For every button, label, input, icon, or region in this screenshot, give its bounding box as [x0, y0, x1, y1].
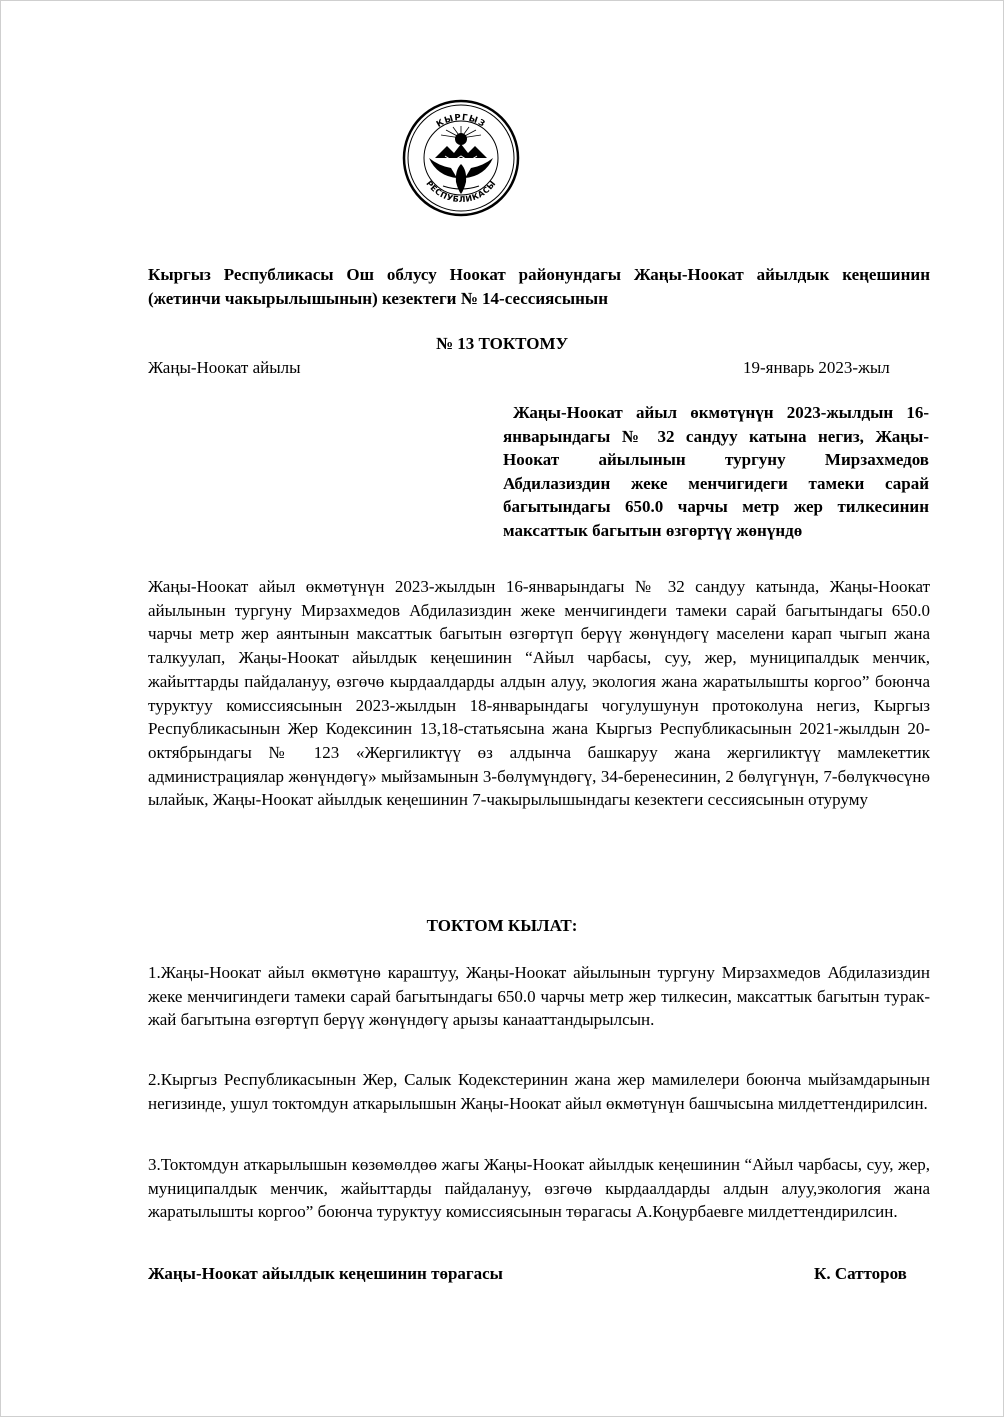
- decree-number: № 13 ТОКТОМУ: [435, 334, 569, 353]
- resolution-item-3: 3.Токтомдун аткарылышын көзөмөлдөө жагы Жаңы-Ноокат айылдык кеңешинин “Айыл чарбасы, суу, жер, муниципалдык менчик, жайыттарды пайдалануу, өзгөчө кырдаалдарды алдын алуу,экология жана жаратылышты коргоо” боюнча туруктуу комиссиясынын төрагасы А.Коңурбаевге милдеттендирилсин.: [148, 1155, 930, 1221]
- document-header: Кыргыз Республикасы Ош облусу Ноокат районундагы Жаңы-Ноокат айылдык кеңешинин (жетинчи чакырылышынын) кезектеги № 14-сессиясынын: [148, 265, 930, 308]
- svg-text:КЫРГЫЗ: КЫРГЫЗ: [434, 112, 488, 130]
- decree-subject-text: Жаңы-Ноокат айыл өкмөтүнүн 2023-жылдын 16-январындагы № 32 сандуу катына негиз, Жаңы-Ноокат айылынын тургуну Мирзахмедов Абдилазиздин жеке менчигидеги тамеки сарай багытындагы 650.0 чарчы метр жер тилкесинин максаттык багытын өзгөртүү жөнүндө: [503, 403, 929, 540]
- decree-preamble: Жаңы-Ноокат айыл өкмөтүнүн 2023-жылдын 16-январындагы № 32 сандуу катында, Жаңы-Ноокат айылынын тургуну Мирзахмедов Абдилазиздин жеке менчигиндеги тамеки сарай багытындагы 650.0 чарчы метр жер аянтынын максаттык багытын өзгөртүп берүү жөнүндөгү маселени карап чыгып жана талкуулап, Жаңы-Ноокат айылдык кеңешинин “Айыл чарбасы, суу, жер, муниципалдык менчик, жайыттарды пайдалануу, өзгөчө кырдаалдарды алдын алуу, экология жана жаратылышты коргоо” боюнча туруктуу комиссиясынын 2023-жылдын 18-январындагы чогулушунун протоколуна негиз, Кыргыз Республикасынын Жер Кодексинин 13,18-статьясына жана Кыргыз Республикасынын 2021-жылдын 20-октябрындагы № 123 «Жергиликтүү өз алдынча башкаруу жана жергиликтүү мамлекеттик администрациялар жөнүндөгү» мыйзамынын 3-бөлүмүндөгү, 34-беренесинин, 2 бөлүгүнүн, 7-бөлүкчөсүнө ылайык, Жаңы-Ноокат айылдык кеңешинин 7-чакырылышындагы кезектеги сессиясынын отуруму: [148, 577, 930, 810]
- decree-date: 19-январь 2023-жыл: [743, 358, 890, 377]
- decree-place: Жаңы-Ноокат айылы: [148, 358, 301, 377]
- signatory-title: Жаңы-Ноокат айылдык кеңешинин төрагасы: [148, 1264, 503, 1283]
- resolution-item-1: 1.Жаңы-Ноокат айыл өкмөтүнө караштуу, Жаңы-Ноокат айылынын тургуну Мирзахмедов Абдилазиздин жеке менчигиндеги тамеки сарай багытындагы 650.0 чарчы метр жер тилкесин, максаттык багытын турак-жай багытына өзгөртүп берүү жөнүндөгү арызы канааттандырылсын.: [148, 963, 930, 1029]
- resolves-heading: ТОКТОМ КЫЛАТ:: [426, 916, 578, 935]
- state-emblem-icon: [401, 98, 521, 218]
- decree-subject: [503, 401, 929, 543]
- resolution-item-2: 2.Кыргыз Республикасынын Жер, Салык Кодекстеринин жана жер мамилелери боюнча мыйзамдарынын негизинде, ушул токтомдун аткарылышын Жаңы-Ноокат айыл өкмөтүнүн башчысына милдеттендирилсин.: [148, 1070, 930, 1113]
- signatory-name: К. Сатторов: [814, 1264, 907, 1283]
- svg-text:РЕСПУБЛИКАСЫ: РЕСПУБЛИКАСЫ: [424, 178, 498, 205]
